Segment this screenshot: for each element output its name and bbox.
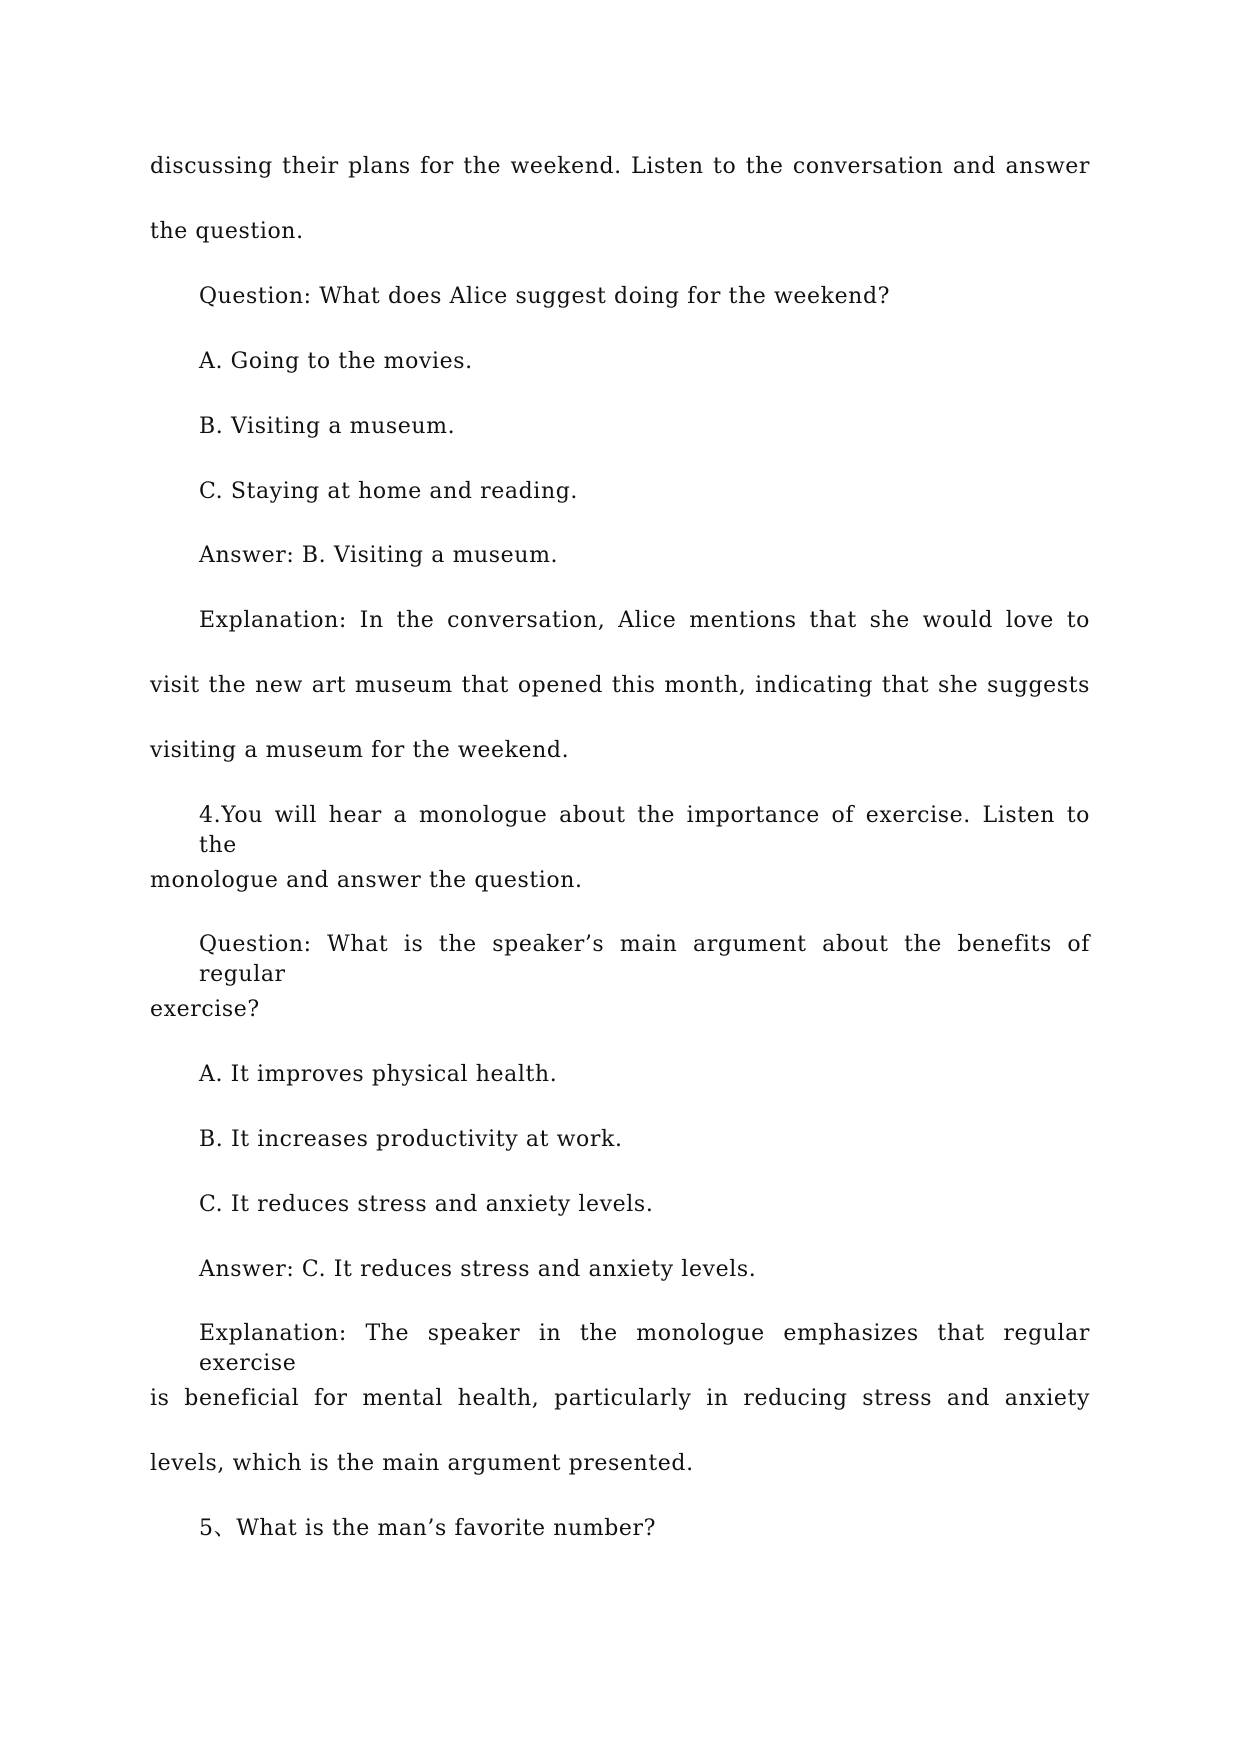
option-c: C. Staying at home and reading. bbox=[199, 479, 578, 504]
explanation-line: Explanation: In the conversation, Alice mentions that she would love to bbox=[199, 608, 1090, 633]
answer-text: Answer: C. It reduces stress and anxiety levels. bbox=[199, 1257, 757, 1282]
option-a: A. Going to the movies. bbox=[199, 349, 473, 374]
explanation-line: Explanation: The speaker in the monologue emphasizes that regular exercise bbox=[199, 1321, 1090, 1376]
explanation-line: visit the new art museum that opened this month, indicating that she suggests bbox=[150, 673, 1090, 698]
item-4-prompt: monologue and answer the question. bbox=[150, 868, 583, 893]
paragraph-line: the question. bbox=[150, 219, 304, 244]
question-text: Question: What is the speaker’s main argument about the benefits of regular bbox=[199, 932, 1090, 987]
question-text: Question: What does Alice suggest doing for the weekend? bbox=[199, 284, 891, 309]
explanation-line: visiting a museum for the weekend. bbox=[150, 738, 570, 763]
answer-text: Answer: B. Visiting a museum. bbox=[199, 543, 559, 568]
item-5-question: 5、What is the man’s favorite number? bbox=[199, 1516, 657, 1541]
option-b: B. It increases productivity at work. bbox=[199, 1127, 623, 1152]
item-4-prompt: 4.You will hear a monologue about the importance of exercise. Listen to the bbox=[199, 803, 1090, 858]
option-b: B. Visiting a museum. bbox=[199, 414, 456, 439]
explanation-line: levels, which is the main argument presented. bbox=[150, 1451, 694, 1476]
option-c: C. It reduces stress and anxiety levels. bbox=[199, 1192, 654, 1217]
option-a: A. It improves physical health. bbox=[199, 1062, 558, 1087]
explanation-line: is beneficial for mental health, particularly in reducing stress and anxiety bbox=[150, 1386, 1090, 1411]
paragraph-line: discussing their plans for the weekend. Listen to the conversation and answer bbox=[150, 154, 1090, 179]
question-text: exercise? bbox=[150, 997, 260, 1022]
